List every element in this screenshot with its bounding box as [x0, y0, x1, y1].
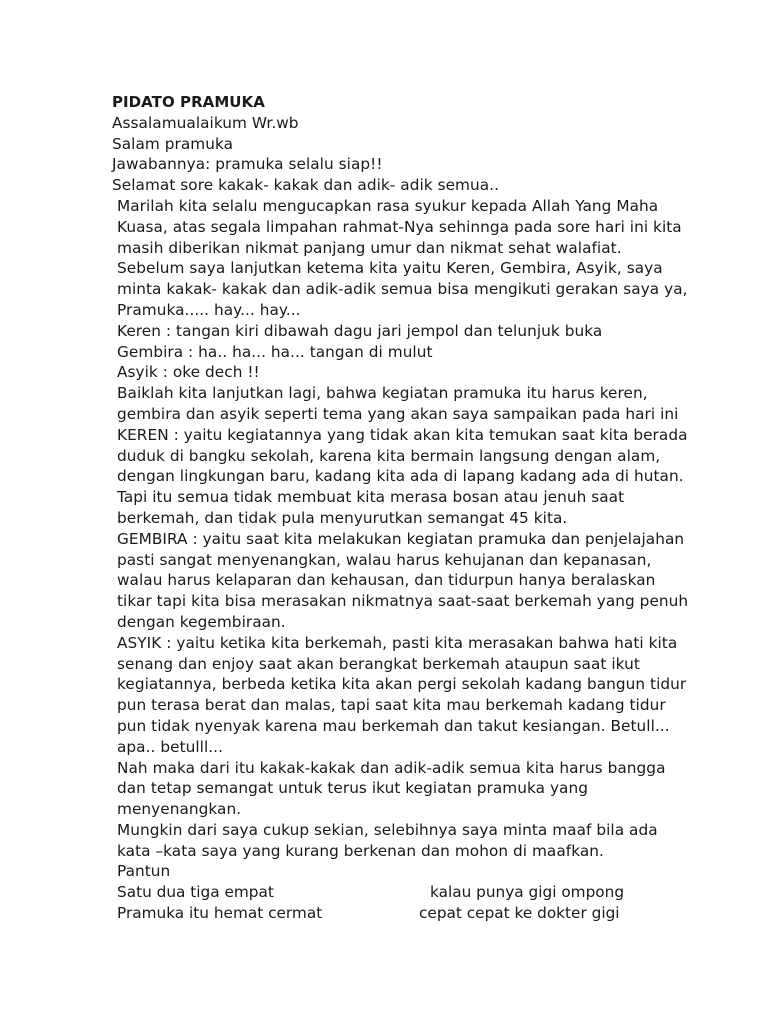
text-line: kata –kata saya yang kurang berkenan dan mohon di maafkan.: [117, 841, 604, 860]
text-line: minta kakak- kakak dan adik-adik semua bisa mengikuti gerakan saya ya,: [117, 280, 688, 299]
text-line: GEMBIRA : yaitu saat kita melakukan kegiatan pramuka dan penjelajahan: [117, 529, 685, 548]
pantun-left: Satu dua tiga empat: [117, 883, 274, 902]
text-line: duduk di bangku sekolah, karena kita bermain langsung dengan alam,: [117, 446, 661, 465]
text-line: Baiklah kita lanjutkan lagi, bahwa kegiatan pramuka itu harus keren,: [117, 384, 648, 403]
document-title: PIDATO PRAMUKA: [112, 93, 265, 111]
text-line: dengan lingkungan baru, kadang kita ada di lapang kadang ada di hutan.: [117, 467, 684, 486]
text-line: Assalamualaikum Wr.wb: [112, 113, 299, 132]
pantun-left: Pramuka itu hemat cermat: [117, 904, 323, 923]
document-body: [112, 92, 712, 924]
pantun-row: [112, 882, 712, 903]
text-line: walau harus kelaparan dan kehausan, dan tidurpun hanya beralaskan: [117, 571, 656, 590]
text-line: dengan kegembiraan.: [117, 612, 286, 631]
text-line: gembira dan asyik seperti tema yang akan saya sampaikan pada hari ini: [117, 404, 679, 423]
text-line: tikar tapi kita bisa merasakan nikmatnya saat-saat berkemah yang penuh: [117, 592, 689, 611]
text-line: dan tetap semangat untuk terus ikut kegiatan pramuka yang: [117, 779, 588, 798]
text-line: Sebelum saya lanjutkan ketema kita yaitu Keren, Gembira, Asyik, saya: [117, 259, 663, 278]
text-line: Gembira : ha.. ha... ha... tangan di mulut: [117, 342, 433, 361]
text-line: senang dan enjoy saat akan berangkat berkemah ataupun saat ikut: [117, 654, 640, 673]
text-line: Pramuka..... hay... hay...: [117, 300, 301, 319]
text-line: pasti sangat menyenangkan, walau harus kehujanan dan kepanasan,: [117, 550, 652, 569]
text-line: Marilah kita selalu mengucapkan rasa syukur kepada Allah Yang Maha: [117, 196, 659, 215]
text-line: Tapi itu semua tidak membuat kita merasa bosan atau jenuh saat: [117, 488, 625, 507]
text-line: masih diberikan nikmat panjang umur dan nikmat sehat walafiat.: [117, 238, 622, 257]
text-line: Keren : tangan kiri dibawah dagu jari jempol dan telunjuk buka: [117, 321, 603, 340]
text-line: apa.. betulll...: [117, 737, 223, 756]
pantun-row: [112, 903, 712, 924]
text-line: KEREN : yaitu kegiatannya yang tidak akan kita temukan saat kita berada: [117, 425, 688, 444]
text-line: Kuasa, atas segala limpahan rahmat-Nya sehinnga pada sore hari ini kita: [117, 217, 682, 236]
text-line: menyenangkan.: [117, 800, 242, 819]
text-line: berkemah, dan tidak pula menyurutkan semangat 45 kita.: [117, 508, 568, 527]
text-line: pun terasa berat dan malas, tapi saat kita mau berkemah kadang tidur: [117, 696, 666, 715]
text-line: Jawabannya: pramuka selalu siap!!: [112, 155, 383, 174]
pantun-right: kalau punya gigi ompong: [430, 883, 625, 902]
text-line: ASYIK : yaitu ketika kita berkemah, pasti kita merasakan bahwa hati kita: [117, 633, 678, 652]
text-line: Mungkin dari saya cukup sekian, selebihnya saya minta maaf bila ada: [117, 820, 658, 839]
text-line: Nah maka dari itu kakak-kakak dan adik-adik semua kita harus bangga: [117, 758, 666, 777]
text-line: Salam pramuka: [112, 134, 234, 153]
text-line: Selamat sore kakak- kakak dan adik- adik semua..: [112, 176, 499, 195]
pantun-heading: Pantun: [117, 862, 171, 881]
text-line: pun tidak nyenyak karena mau berkemah dan takut kesiangan. Betull...: [117, 716, 670, 735]
text-line: kegiatannya, berbeda ketika kita akan pergi sekolah kadang bangun tidur: [117, 675, 687, 694]
pantun-right: cepat cepat ke dokter gigi: [419, 904, 620, 923]
text-line: Asyik : oke dech !!: [117, 363, 260, 382]
